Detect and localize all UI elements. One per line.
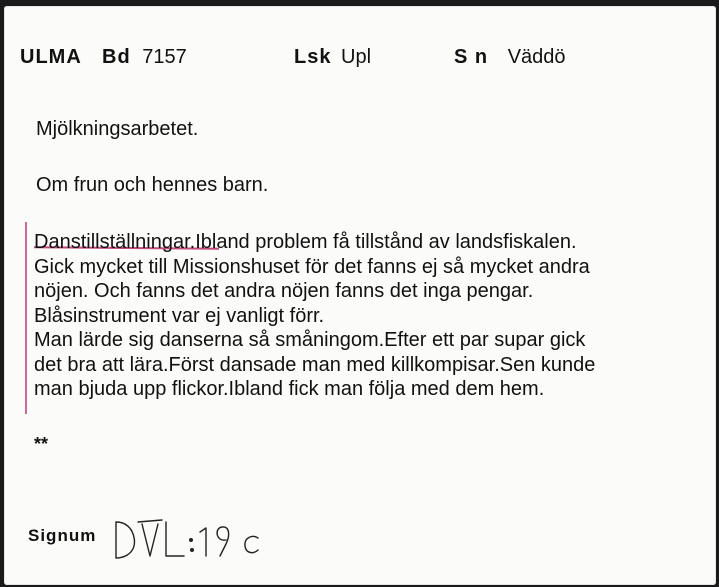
body-line: Danstillställningar.Ibland problem få tillstånd av landsfiskalen. — [34, 231, 577, 253]
bd-label: Bd — [102, 46, 131, 68]
sn-label: S n — [454, 46, 489, 68]
lsk-field — [294, 46, 371, 69]
signum-handwritten — [112, 510, 272, 571]
body-line: man bjuda upp flickor.Ibland fick man följa med dem hem. — [34, 378, 545, 400]
lsk-label: Lsk — [294, 46, 332, 68]
lsk-value: Upl — [341, 46, 372, 68]
archive-label: ULMA — [20, 46, 82, 68]
archive-card — [4, 6, 716, 585]
bd-value: 7157 — [142, 46, 187, 68]
sn-field — [454, 46, 566, 69]
margin-marker — [25, 222, 27, 414]
sn-value: Väddö — [507, 46, 566, 68]
bd-field — [102, 46, 187, 69]
body-line: Gick mycket till Missionshuset för det fanns ej så mycket andra — [34, 255, 590, 278]
stars-mark: ** — [34, 434, 49, 454]
topic-wife-children: Om frun och hennes barn. — [36, 174, 269, 196]
body-text — [34, 230, 704, 402]
body-line: Man lärde sig danserna så småningom.Efter ett par supar gick — [34, 329, 586, 351]
topic-milking: Mjölkningsarbetet. — [36, 118, 199, 140]
signum-label: Signum — [28, 526, 97, 545]
body-line: det bra att lära.Först dansade man med killkompisar.Sen kunde — [34, 353, 596, 376]
body-line: nöjen. Och fanns det andra nöjen fanns det inga pengar. — [34, 280, 534, 302]
body-line: Blåsinstrument var ej vanligt förr. — [34, 304, 325, 327]
